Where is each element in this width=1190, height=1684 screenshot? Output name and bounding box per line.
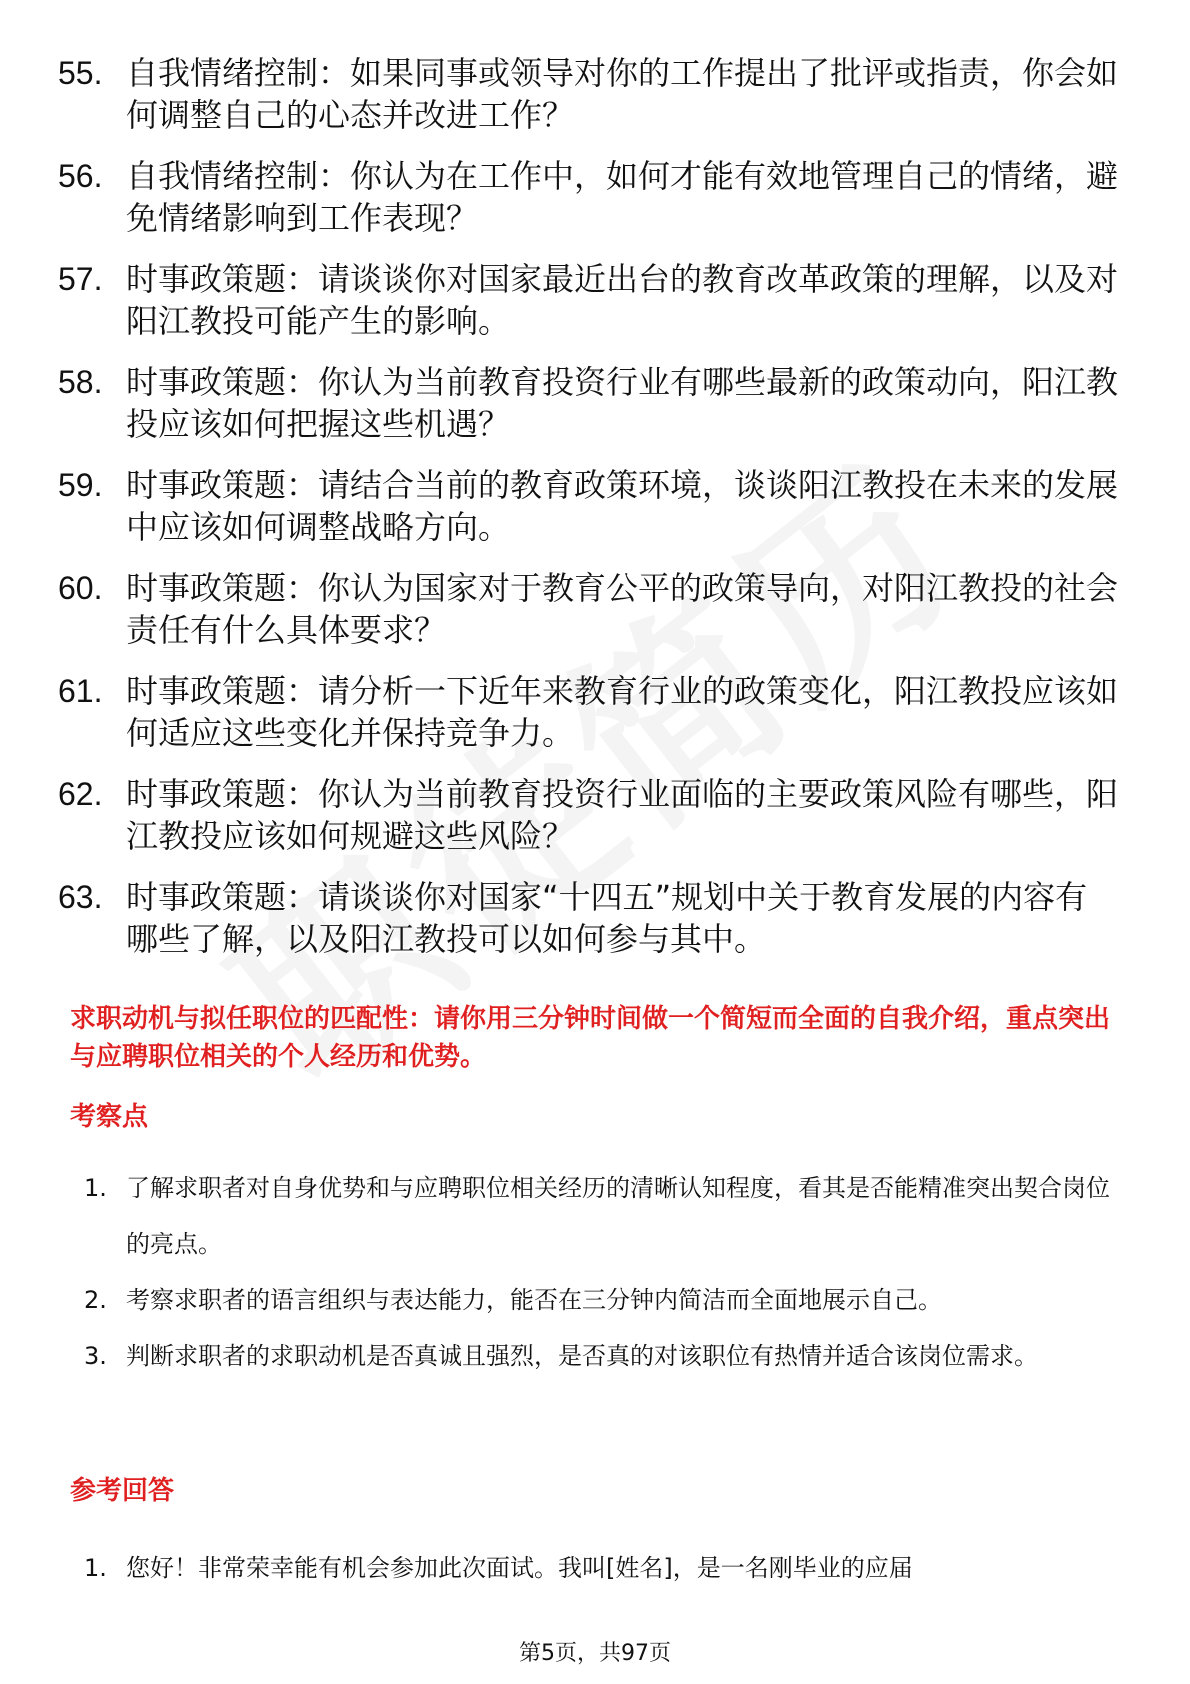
point-text: 判断求职者的求职动机是否真诚且强烈，是否真的对该职位有热情并适合该岗位需求。 [126,1342,1038,1370]
reference-answers [84,1540,1124,1596]
point-item [84,1160,1124,1272]
question-number: 61. [58,673,103,709]
point-item [84,1272,1124,1328]
question-item [58,258,1118,342]
points-heading: 考察点 [70,1102,149,1132]
question-item [58,876,1118,960]
question-text: 时事政策题：你认为当前教育投资行业面临的主要政策风险有哪些，阳江教投应该如何规避这些风险？ [126,775,1119,855]
point-text: 考察求职者的语言组织与表达能力，能否在三分钟内简洁而全面地展示自己。 [126,1286,942,1314]
question-text: 时事政策题：你认为当前教育投资行业有哪些最新的政策动向，阳江教投应该如何把握这些机遇？ [126,363,1119,443]
question-item [58,670,1118,754]
question-number: 59. [58,467,103,503]
question-number: 56. [58,158,103,194]
question-item [58,567,1118,651]
page-footer: 第5页，共97页 [519,1641,671,1666]
assessment-points [84,1160,1124,1384]
question-item [58,155,1118,239]
question-item [58,52,1118,136]
answer-heading: 参考回答 [70,1476,175,1506]
point-item [84,1328,1124,1384]
question-list [58,52,1118,979]
question-item [58,773,1118,857]
section-heading: 求职动机与拟任职位的匹配性：请你用三分钟时间做一个简短而全面的自我介绍，重点突出与应聘职位相关的个人经历和优势。 [70,1004,1111,1072]
point-number: 2. [84,1286,107,1314]
question-number: 62. [58,776,103,812]
answer-item [84,1540,1124,1596]
question-text: 自我情绪控制：你认为在工作中，如何才能有效地管理自己的情绪，避免情绪影响到工作表现？ [126,157,1119,237]
question-text: 时事政策题：你认为国家对于教育公平的政策导向，对阳江教投的社会责任有什么具体要求？ [126,569,1119,649]
question-text: 时事政策题：请谈谈你对国家最近出台的教育改革政策的理解，以及对阳江教投可能产生的影响。 [126,260,1119,340]
point-text: 了解求职者对自身优势和与应聘职位相关经历的清晰认知程度，看其是否能精准突出契合岗位的亮点。 [126,1174,1110,1258]
question-text: 时事政策题：请分析一下近年来教育行业的政策变化，阳江教投应该如何适应这些变化并保持竞争力。 [126,672,1119,752]
question-number: 60. [58,570,103,606]
answer-text: 您好！非常荣幸能有机会参加此次面试。我叫[姓名]，是一名刚毕业的应届 [126,1554,913,1582]
point-number: 3. [84,1342,107,1370]
question-number: 57. [58,261,103,297]
question-item [58,361,1118,445]
question-text: 时事政策题：请结合当前的教育政策环境，谈谈阳江教投在未来的发展中应该如何调整战略方向。 [126,466,1119,546]
question-number: 63. [58,879,103,915]
question-number: 58. [58,364,103,400]
point-number: 1. [84,1174,107,1202]
question-number: 55. [58,55,103,91]
answer-number: 1. [84,1554,107,1582]
question-text: 自我情绪控制：如果同事或领导对你的工作提出了批评或指责，你会如何调整自己的心态并改进工作？ [126,54,1119,134]
question-text: 时事政策题：请谈谈你对国家“十四五”规划中关于教育发展的内容有哪些了解，以及阳江教投可以如何参与其中。 [126,878,1088,958]
question-item [58,464,1118,548]
